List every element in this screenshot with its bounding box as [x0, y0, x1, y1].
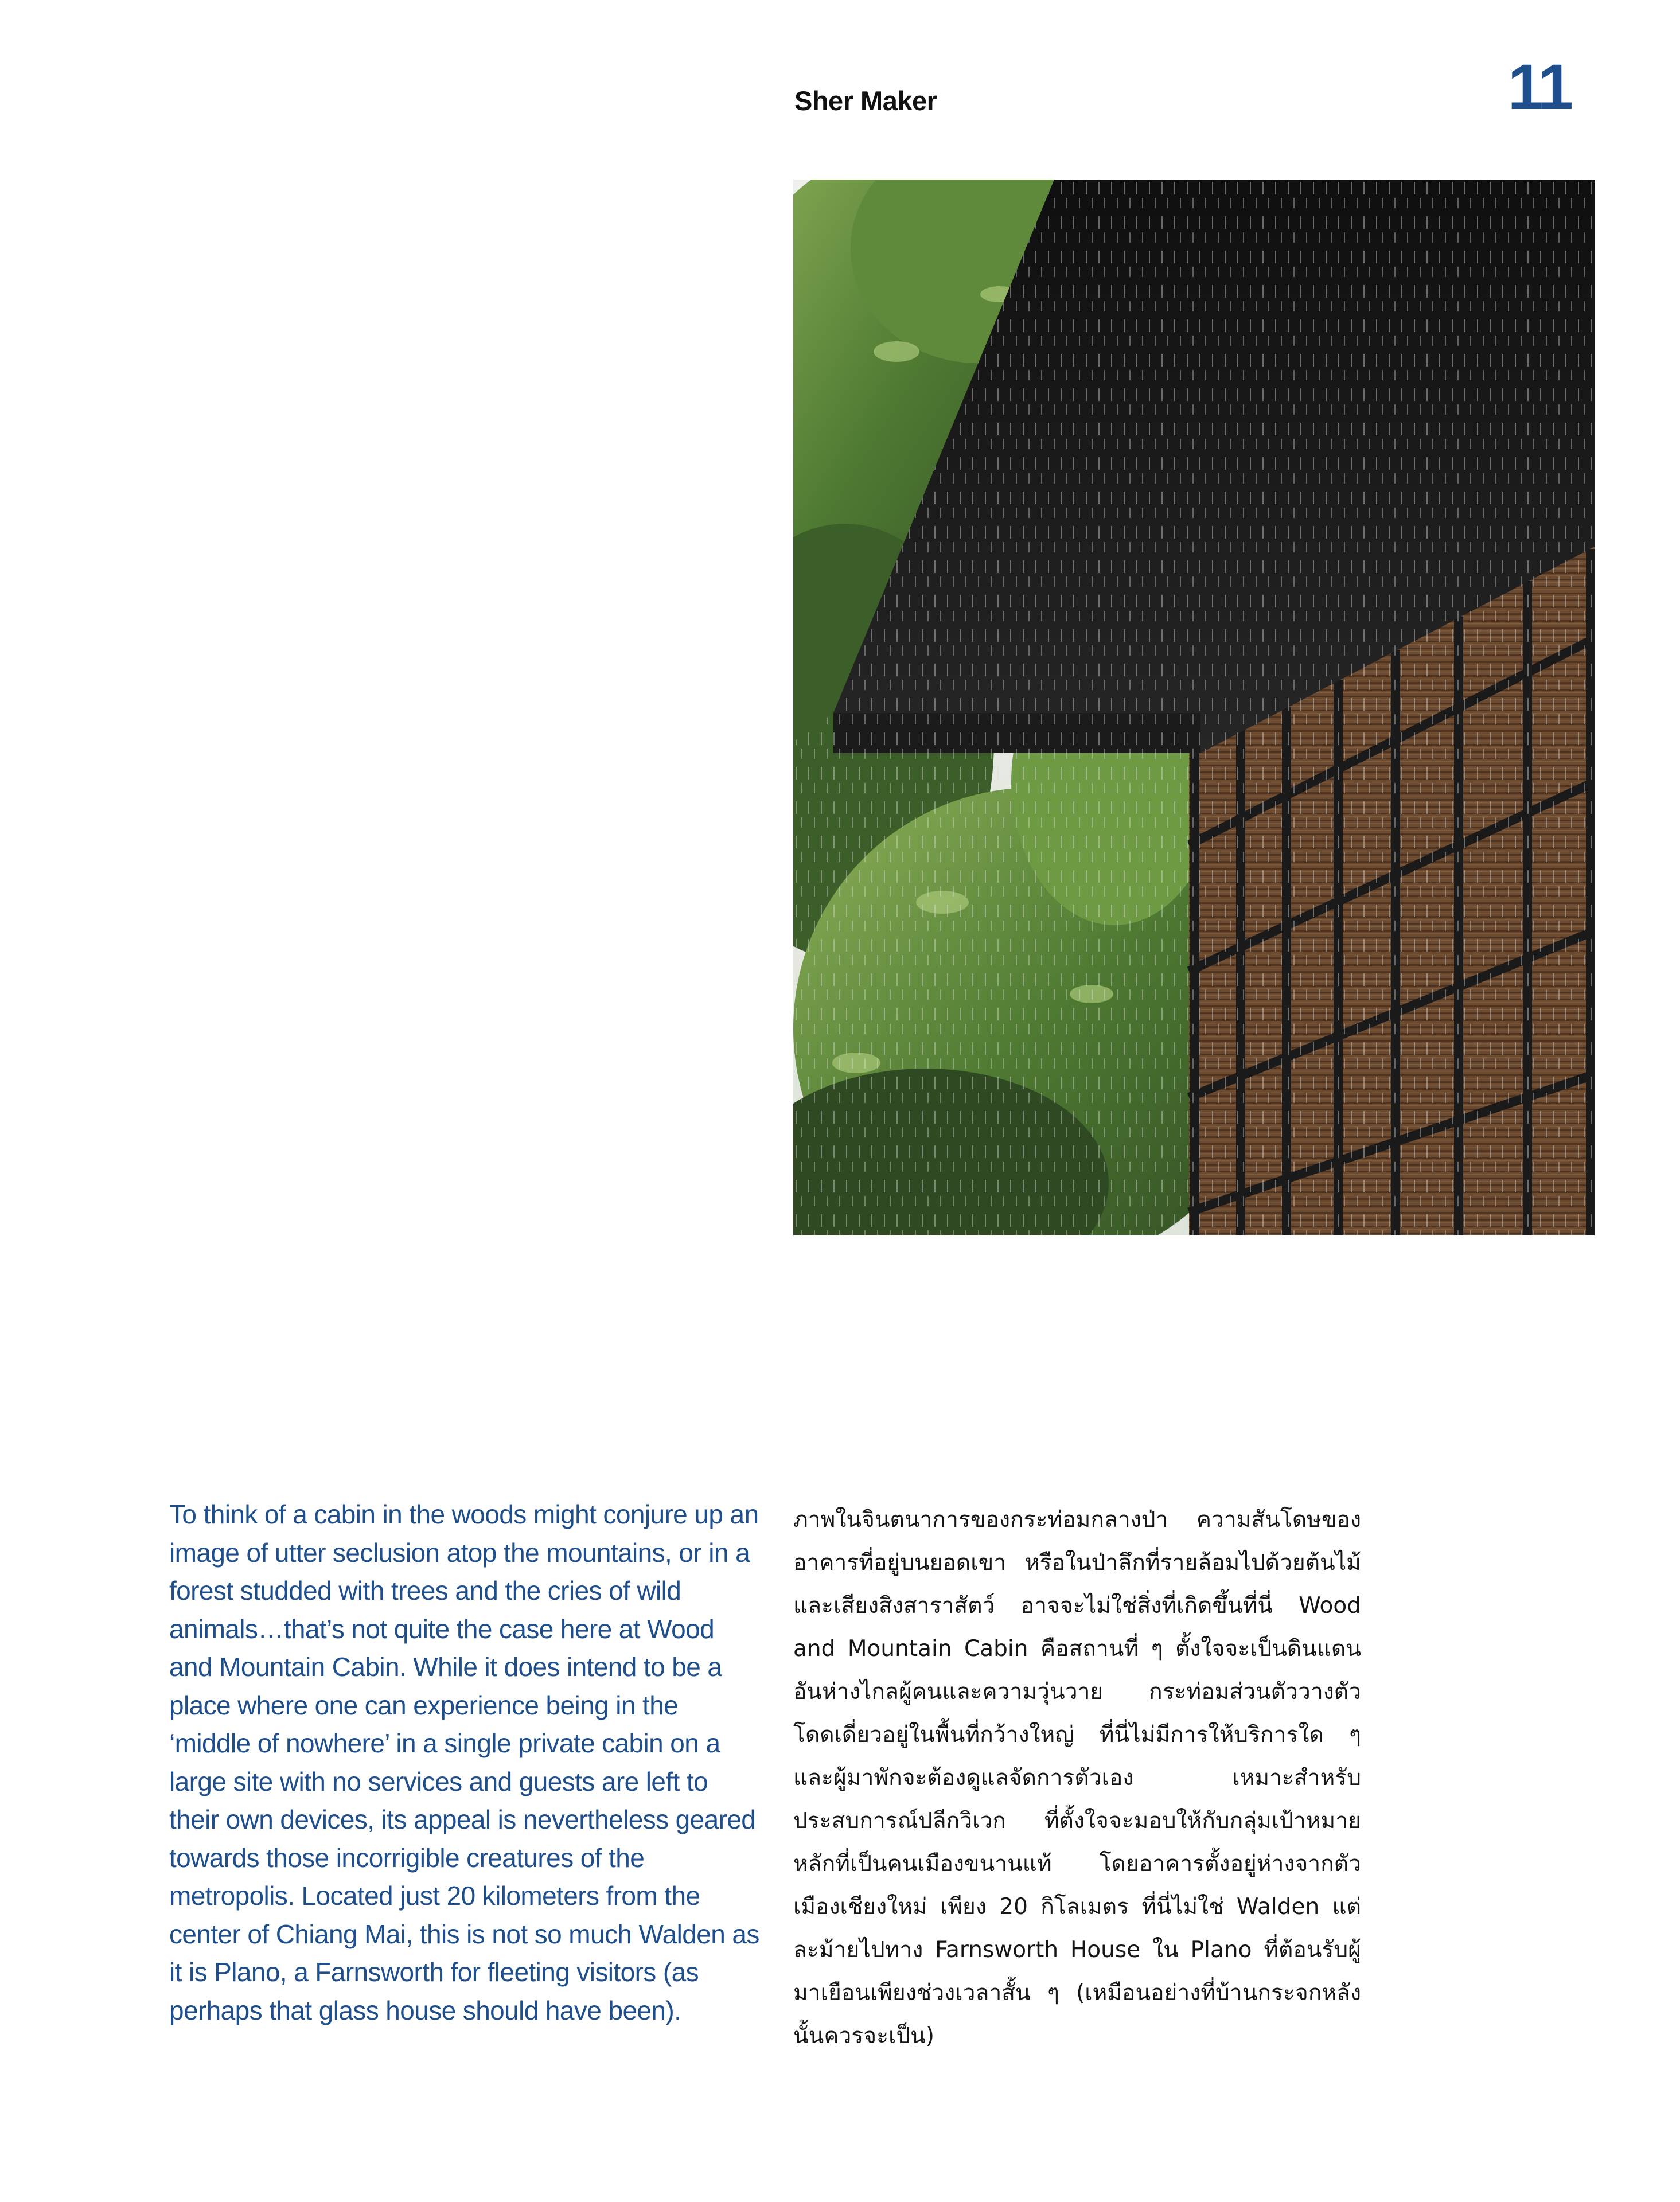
- photo-rain-cabin-roof-icon: [793, 180, 1595, 1235]
- section-label: Sher Maker: [794, 85, 937, 116]
- thai-body-text: ภาพในจินตนาการของกระท่อมกลางป่า ความสันโดษของอาคารที่อยู่บนยอดเขา หรือในป่าลึกที่รายล้อมไปด้วยต้นไม้และเสียงสิงสาราสัตว์ อาจจะไม่ใช่สิ่งที่เกิดขึ้นที่นี่ Wood and Mountain Cabin คือสถานที่ ๆ ตั้งใจจะเป็นดินแดนอันห่างไกลผู้คนและความวุ่นวาย กระท่อมส่วนตัววางตัวโดดเดี่ยวอยู่ในพื้นที่กว้างใหญ่ ที่นี่ไม่มีการให้บริการใด ๆ และผู้มาพักจะต้องดูแลจัดการตัวเอง เหมาะสำหรับประสบการณ์ปลีกวิเวก ที่ตั้งใจจะมอบให้กับกลุ่มเป้าหมายหลักที่เป็นคนเมืองขนานแท้ โดยอาคารตั้งอยู่ห่างจากตัวเมืองเชียงใหม่ เพียง 20 กิโลเมตร ที่นี่ไม่ใช่ Walden แต่ละม้ายไปทาง Farnsworth House ใน Plano ที่ต้อนรับผู้มาเยือนเพียงช่วงเวลาสั้น ๆ (เหมือนอย่างที่บ้านกระจกหลังนั้นควรจะเป็น): [793, 1507, 1361, 2049]
- english-body-text: To think of a cabin in the woods might conjure up an image of utter seclusion atop the mountains, or in a forest studded with trees and the cries of wild animals…that’s not quite the case here at Wood and Mountain Cabin. While it does intend to be a place where one can experience being in the ‘middle of nowhere’ in a single private cabin on a large site with no services and guests are left to their own devices, its appeal is nevertheless geared towards those incorrigible creatures of the metropolis. Located just 20 kilometers from the center of Chiang Mai, this is not so much Walden as it is Plano, a Farnsworth for fleeting visitors (as perhaps that glass house should have been).: [169, 1499, 759, 2025]
- page-number: 11: [1507, 51, 1571, 123]
- cabin-rain-photo: [793, 180, 1595, 1235]
